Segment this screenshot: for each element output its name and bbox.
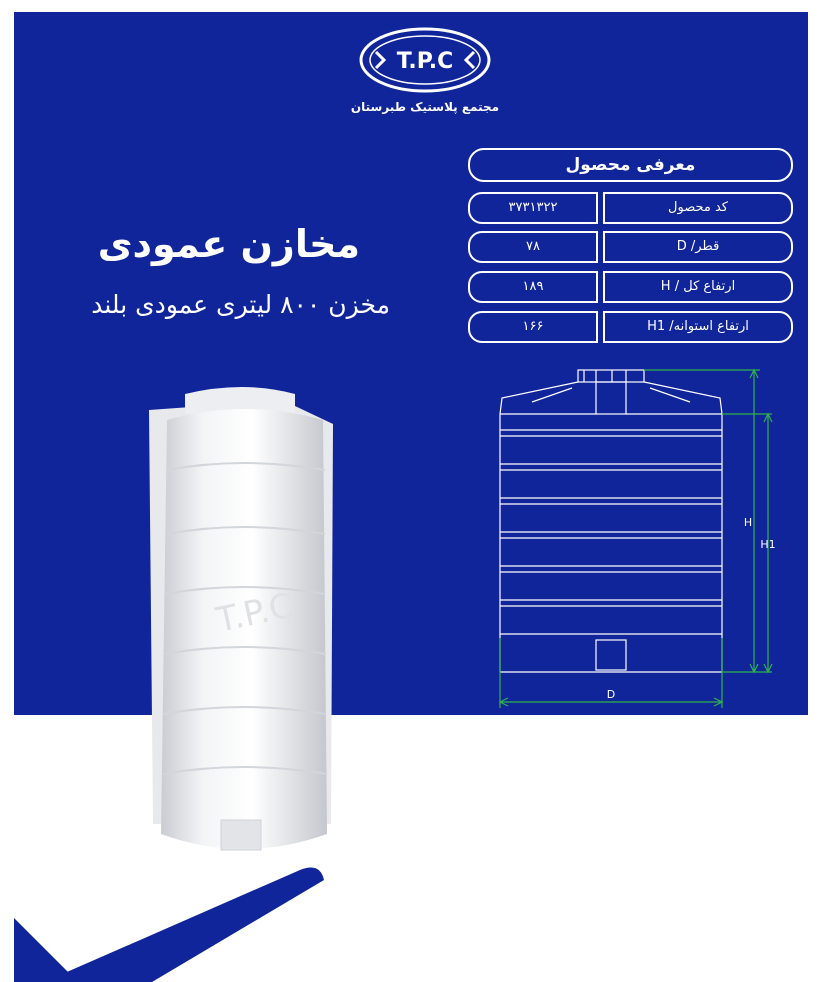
spec-value-height: ۱۸۹ — [468, 271, 598, 303]
spec-label-height: ارتفاع کل / H — [603, 271, 793, 303]
spec-label-cylinder-height: ارتفاع استوانه/ H1 — [603, 311, 793, 343]
spec-value-cylinder-height: ۱۶۶ — [468, 311, 598, 343]
page-subtitle: مخزن ۸۰۰ لیتری عمودی بلند — [91, 290, 390, 319]
spec-label-code: کد محصول — [603, 192, 793, 224]
logo-subtitle: مجتمع پلاستیک طبرستان — [350, 100, 500, 114]
tank-product-image — [145, 384, 341, 858]
diagram-label-d: D — [606, 688, 616, 701]
specs-header: معرفی محصول — [468, 148, 793, 182]
diagram-label-h: H — [743, 516, 753, 529]
spec-value-code: ۳۷۳۱۳۲۲ — [468, 192, 598, 224]
diagram-label-h1: H1 — [760, 538, 776, 551]
tank-watermark: T.P.C — [212, 585, 297, 641]
spec-value-diameter: ۷۸ — [468, 231, 598, 263]
tpc-logo — [358, 26, 492, 94]
spec-label-diameter: قطر/ D — [603, 231, 793, 263]
corner-arrow-decoration — [14, 866, 344, 982]
logo-text: T.P.C — [396, 49, 454, 74]
page-title: مخازن عمودی — [97, 222, 360, 266]
tank-dimension-diagram — [492, 366, 782, 712]
